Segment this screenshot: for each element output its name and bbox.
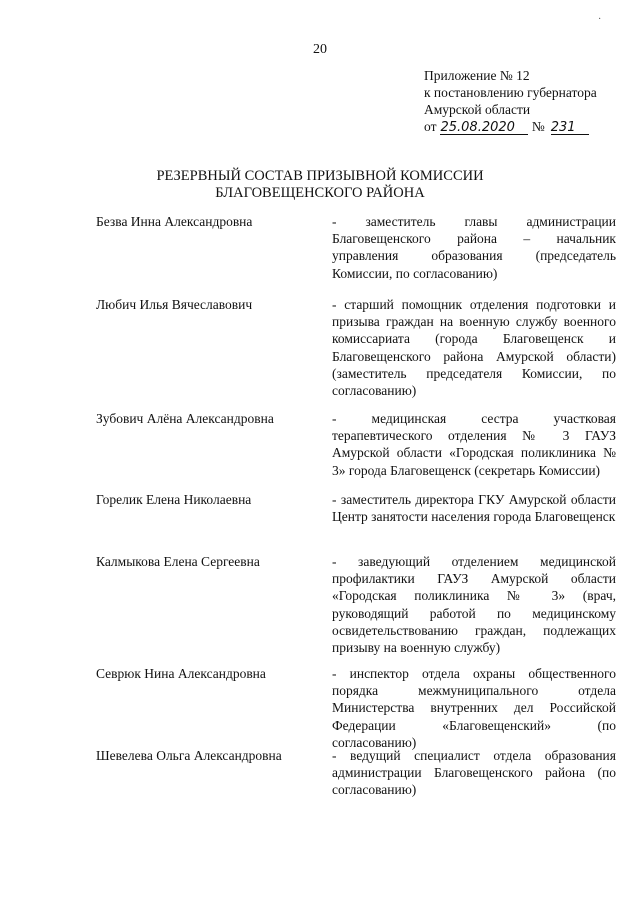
appendix-header [424,67,597,135]
member-role: - инспектор отдела охраны общественного порядка межмуниципального отдела Министерства внутренних дел Российской Федерации «Благовещенский» (по согласованию) [332,666,616,750]
member-name: Зубович Алёна Александровна [96,411,274,426]
member-role: - заместитель директора ГКУ Амурской области Центр занятости населения города Благовещенск [332,492,616,525]
member-name: Любич Илья Вячеславович [96,297,253,312]
corner-mark: · [598,14,602,25]
handwritten-number: 231 [551,121,589,135]
member-name: Калмыкова Елена Сергеевна [96,554,260,569]
title-line-2: БЛАГОВЕЩЕНСКОГО РАЙОНА [215,185,425,201]
member-name: Шевелева Ольга Александровна [96,748,282,763]
appendix-line-1: Приложение № 12 [424,68,530,83]
appendix-line-2: к постановлению губернатора [424,85,597,100]
number-label: № [531,119,545,134]
appendix-date-line [424,118,597,135]
appendix-line-3: Амурской области [424,102,531,117]
member-role: - заместитель главы администрации Благовещенского района – начальник управления образования (председатель Комиссии, по согласованию) [332,214,616,281]
member-name: Севрюк Нина Александровна [96,666,266,681]
member-role: - ведущий специалист отдела образования администрации Благовещенского района (по согласованию) [332,748,616,798]
handwritten-date: 25.08.2020 [440,121,528,135]
page-number: 20 [313,42,327,57]
member-name: Горелик Елена Николаевна [96,492,252,507]
member-role: - медицинская сестра участковая терапевтического отделения № 3 ГАУЗ Амурской области «Городская поликлиника № 3» города Благовещенск (секретарь Комиссии) [332,411,616,478]
title-line-1: РЕЗЕРВНЫЙ СОСТАВ ПРИЗЫВНОЙ КОМИССИИ [156,168,484,184]
member-name: Безва Инна Александровна [96,214,253,229]
member-role: - старший помощник отделения подготовки и призыва граждан на военную службу военного комиссариата (города Благовещенск и Благовещенского района Амурской области) (заместитель председателя Комиссии, по согласованию) [332,297,616,399]
member-role: - заведующий отделением медицинской профилактики ГАУЗ Амурской области «Городская поликлиника № 3» (врач, руководящий работой по медицинскому освидетельствованию граждан, подлежащих призыву на военную службу) [332,554,616,656]
document-title [0,168,640,202]
from-label: от [424,119,437,134]
